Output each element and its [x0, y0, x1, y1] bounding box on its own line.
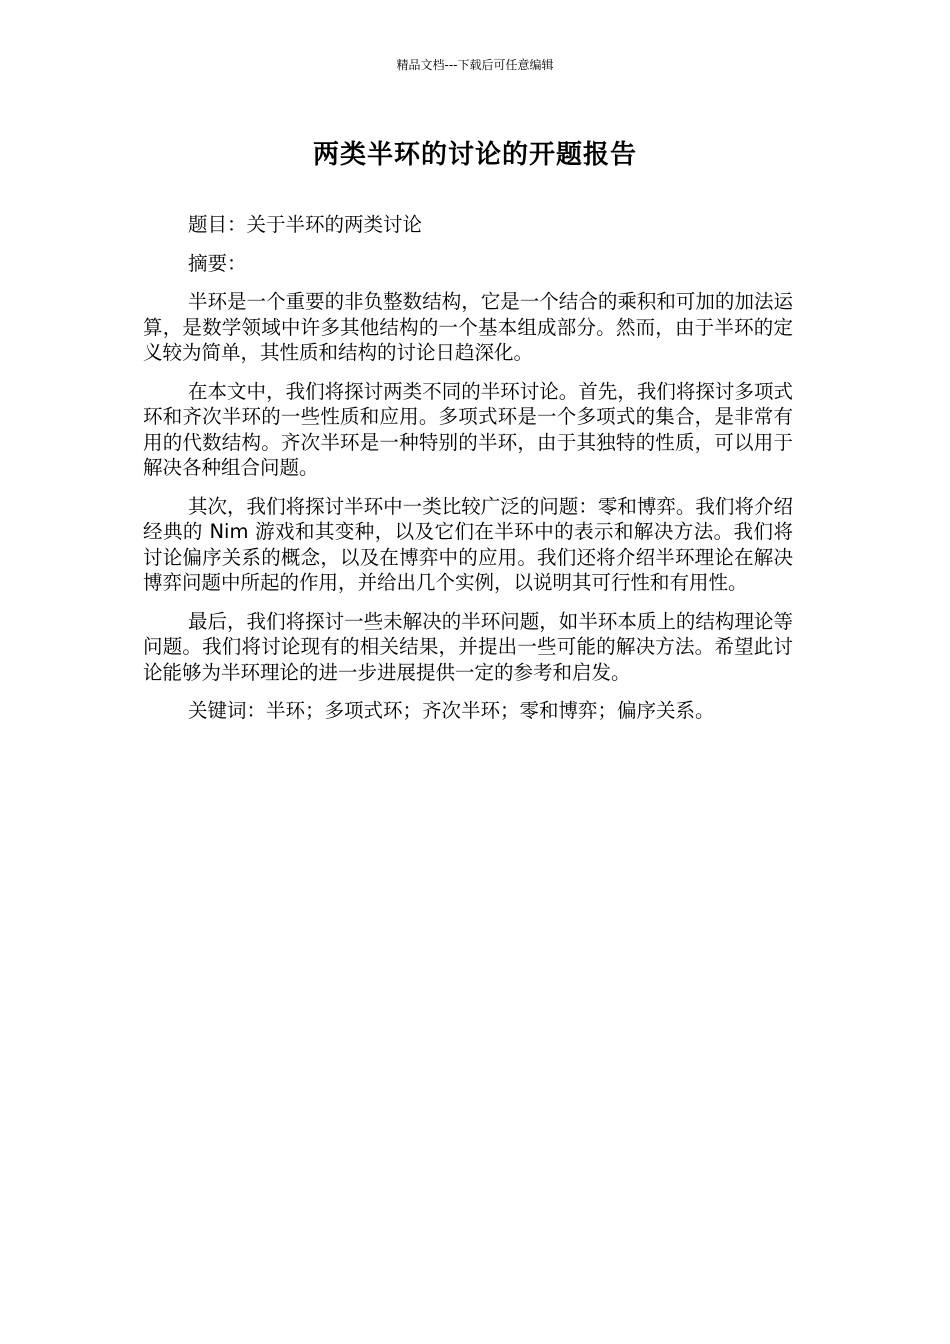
abstract-label: 摘要：: [188, 251, 247, 275]
abstract-paragraph-4: 最后，我们将探讨一些未解决的半环问题，如半环本质上的结构理论等问题。我们将讨论现有的相关结果，并提出一些可能的解决方法。希望此讨论能够为半环理论的进一步进展提供一定的参考和启发。: [143, 609, 793, 684]
subject-line: 题目：关于半环的两类讨论: [188, 213, 423, 236]
document-title: 两类半环的讨论的开题报告: [312, 140, 637, 170]
abstract-paragraph-3: 其次，我们将探讨半环中一类比较广泛的问题：零和博弈。我们将介绍经典的 Nim 游戏和其变种，以及它们在半环中的表示和解决方法。我们将讨论偏序关系的概念，以及在博弈中的应用。我们还将介绍半环理论在解决博弈问题中所起的作用，并给出几个实例，以说明其可行性和有用性。: [143, 494, 793, 594]
document-body: [143, 212, 793, 737]
keywords-line: 关键词：半环；多项式环；齐次半环；零和博弈；偏序关系。: [188, 699, 715, 722]
abstract-paragraph-2: 在本文中，我们将探讨两类不同的半环讨论。首先，我们将探讨多项式环和齐次半环的一些性质和应用。多项式环是一个多项式的集合，是非常有用的代数结构。齐次半环是一种特别的半环，由于其独特的性质，可以用于解决各种组合问题。: [143, 379, 793, 479]
abstract-paragraph-1: 半环是一个重要的非负整数结构，它是一个结合的乘积和可加的加法运算，是数学领域中许多其他结构的一个基本组成部分。然而，由于半环的定义较为简单，其性质和结构的讨论日趋深化。: [143, 290, 793, 364]
page-header: 精品文档---下载后可任意编辑: [396, 58, 554, 72]
